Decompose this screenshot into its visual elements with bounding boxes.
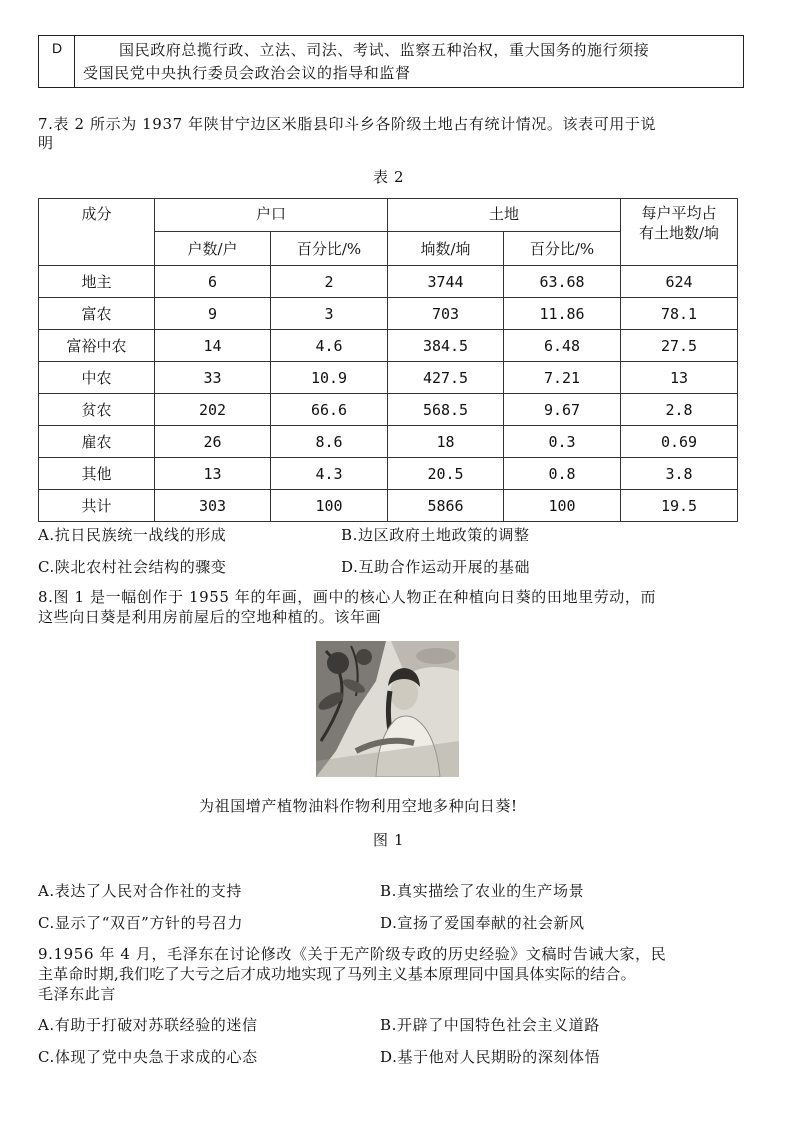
- q9-stem-line3: 毛泽东此言: [38, 985, 117, 1003]
- table-row: [39, 394, 738, 426]
- header-average-line1: 每户平均占: [641, 204, 717, 222]
- table-row-total: [39, 490, 738, 522]
- cell-area: 384.5: [388, 330, 504, 362]
- figure-caption: 为祖国增产植物油料作物利用空地多种向日葵!: [199, 797, 518, 815]
- q7-stem-line2: 明: [38, 134, 54, 152]
- header-land: 土地: [388, 199, 621, 232]
- q7-option-d[interactable]: D.互助合作运动开展的基础: [341, 558, 531, 576]
- land-statistics-table: [38, 198, 738, 522]
- cell-households: 13: [155, 458, 271, 490]
- cell-avg: 78.1: [621, 298, 738, 330]
- q8-stem-line2: 这些向日葵是利用房前屋后的空地种植的。该年画: [38, 608, 382, 626]
- q9-option-b[interactable]: B.开辟了中国特色社会主义道路: [380, 1016, 600, 1034]
- cell-avg: 19.5: [621, 490, 738, 522]
- q9-stem-line2: 主革命时期,我们吃了大亏之后才成功地实现了马列主义基本原理同中国具体实际的结合。: [38, 965, 636, 983]
- table-row: [39, 362, 738, 394]
- cell-pct1: 4.3: [271, 458, 388, 490]
- table-row: [39, 426, 738, 458]
- header-class: 成分: [39, 199, 155, 266]
- cell-class: 地主: [39, 266, 155, 298]
- cell-class: 富农: [39, 298, 155, 330]
- cell-class: 共计: [39, 490, 155, 522]
- q7-option-a[interactable]: A.抗日民族统一战线的形成: [38, 526, 227, 544]
- cell-area: 703: [388, 298, 504, 330]
- q8-stem-line1: 8.图 1 是一幅创作于 1955 年的年画，画中的核心人物正在种植向日葵的田地里劳动，而: [38, 588, 657, 606]
- cell-pct2: 7.21: [504, 362, 621, 394]
- cell-area: 427.5: [388, 362, 504, 394]
- cell-pct1: 2: [271, 266, 388, 298]
- header-household: 户口: [155, 199, 388, 232]
- cell-pct2: 11.86: [504, 298, 621, 330]
- cell-households: 303: [155, 490, 271, 522]
- q9-stem-line1: 9.1956 年 4 月，毛泽东在讨论修改《关于无产阶级专政的历史经验》文稿时告诫大家，民: [38, 945, 667, 963]
- header-percent2: 百分比/%: [504, 232, 621, 266]
- cell-pct2: 0.3: [504, 426, 621, 458]
- q9-option-a[interactable]: A.有助于打破对苏联经验的迷信: [38, 1016, 258, 1034]
- cell-class: 中农: [39, 362, 155, 394]
- q9-option-c[interactable]: C.体现了党中央急于求成的心态: [38, 1048, 258, 1066]
- cell-avg: 624: [621, 266, 738, 298]
- cell-area: 18: [388, 426, 504, 458]
- cell-pct2: 6.48: [504, 330, 621, 362]
- header-average: [621, 199, 738, 266]
- cell-pct1: 66.6: [271, 394, 388, 426]
- header-percent1: 百分比/%: [271, 232, 388, 266]
- option-d-text-line1: 国民政府总揽行政、立法、司法、考试、监察五种治权，重大国务的施行须接: [119, 41, 650, 59]
- q8-option-a[interactable]: A.表达了人民对合作社的支持: [38, 882, 243, 900]
- cell-pct1: 3: [271, 298, 388, 330]
- table-row: [39, 298, 738, 330]
- cell-pct1: 4.6: [271, 330, 388, 362]
- option-d-box: [38, 35, 744, 88]
- cell-pct1: 100: [271, 490, 388, 522]
- cell-avg: 3.8: [621, 458, 738, 490]
- option-label: D: [52, 40, 63, 56]
- cell-area: 5866: [388, 490, 504, 522]
- cell-households: 14: [155, 330, 271, 362]
- cell-households: 202: [155, 394, 271, 426]
- q9-option-d[interactable]: D.基于他对人民期盼的深刻体悟: [380, 1048, 601, 1066]
- cell-class: 富裕中农: [39, 330, 155, 362]
- table-title: 表 2: [373, 168, 405, 186]
- cell-pct2: 0.8: [504, 458, 621, 490]
- cell-class: 其他: [39, 458, 155, 490]
- cell-pct2: 63.68: [504, 266, 621, 298]
- cell-class: 贫农: [39, 394, 155, 426]
- cell-area: 568.5: [388, 394, 504, 426]
- cell-avg: 0.69: [621, 426, 738, 458]
- new-year-painting-image: [316, 641, 459, 777]
- q8-option-d[interactable]: D.宣扬了爱国奉献的社会新风: [380, 914, 585, 932]
- option-d-text-line2: 受国民党中央执行委员会政治会议的指导和监督: [83, 64, 411, 82]
- cell-avg: 2.8: [621, 394, 738, 426]
- figure-label: 图 1: [373, 831, 405, 849]
- table-row: [39, 458, 738, 490]
- q7-option-b[interactable]: B.边区政府土地政策的调整: [341, 526, 530, 544]
- cell-pct2: 100: [504, 490, 621, 522]
- header-area: 垧数/垧: [388, 232, 504, 266]
- cell-area: 3744: [388, 266, 504, 298]
- cell-area: 20.5: [388, 458, 504, 490]
- header-average-line2: 有土地数/垧: [639, 224, 720, 242]
- table-row: [39, 266, 738, 298]
- q7-stem-line1: 7.表 2 所示为 1937 年陕甘宁边区米脂县印斗乡各阶级土地占有统计情况。该表可用于说: [38, 115, 657, 133]
- cell-pct1: 10.9: [271, 362, 388, 394]
- q7-option-c[interactable]: C.陕北农村社会结构的骤变: [38, 558, 227, 576]
- option-label-cell: [39, 36, 75, 87]
- cell-class: 雇农: [39, 426, 155, 458]
- header-households: 户数/户: [155, 232, 271, 266]
- q8-option-b[interactable]: B.真实描绘了农业的生产场景: [380, 882, 585, 900]
- table-header-row: [39, 199, 738, 232]
- table-row: [39, 330, 738, 362]
- cell-pct2: 9.67: [504, 394, 621, 426]
- cell-avg: 27.5: [621, 330, 738, 362]
- cell-households: 6: [155, 266, 271, 298]
- cell-households: 9: [155, 298, 271, 330]
- q8-option-c[interactable]: C.显示了“双百”方针的号召力: [38, 914, 244, 932]
- cell-households: 26: [155, 426, 271, 458]
- cell-pct1: 8.6: [271, 426, 388, 458]
- cell-avg: 13: [621, 362, 738, 394]
- cell-households: 33: [155, 362, 271, 394]
